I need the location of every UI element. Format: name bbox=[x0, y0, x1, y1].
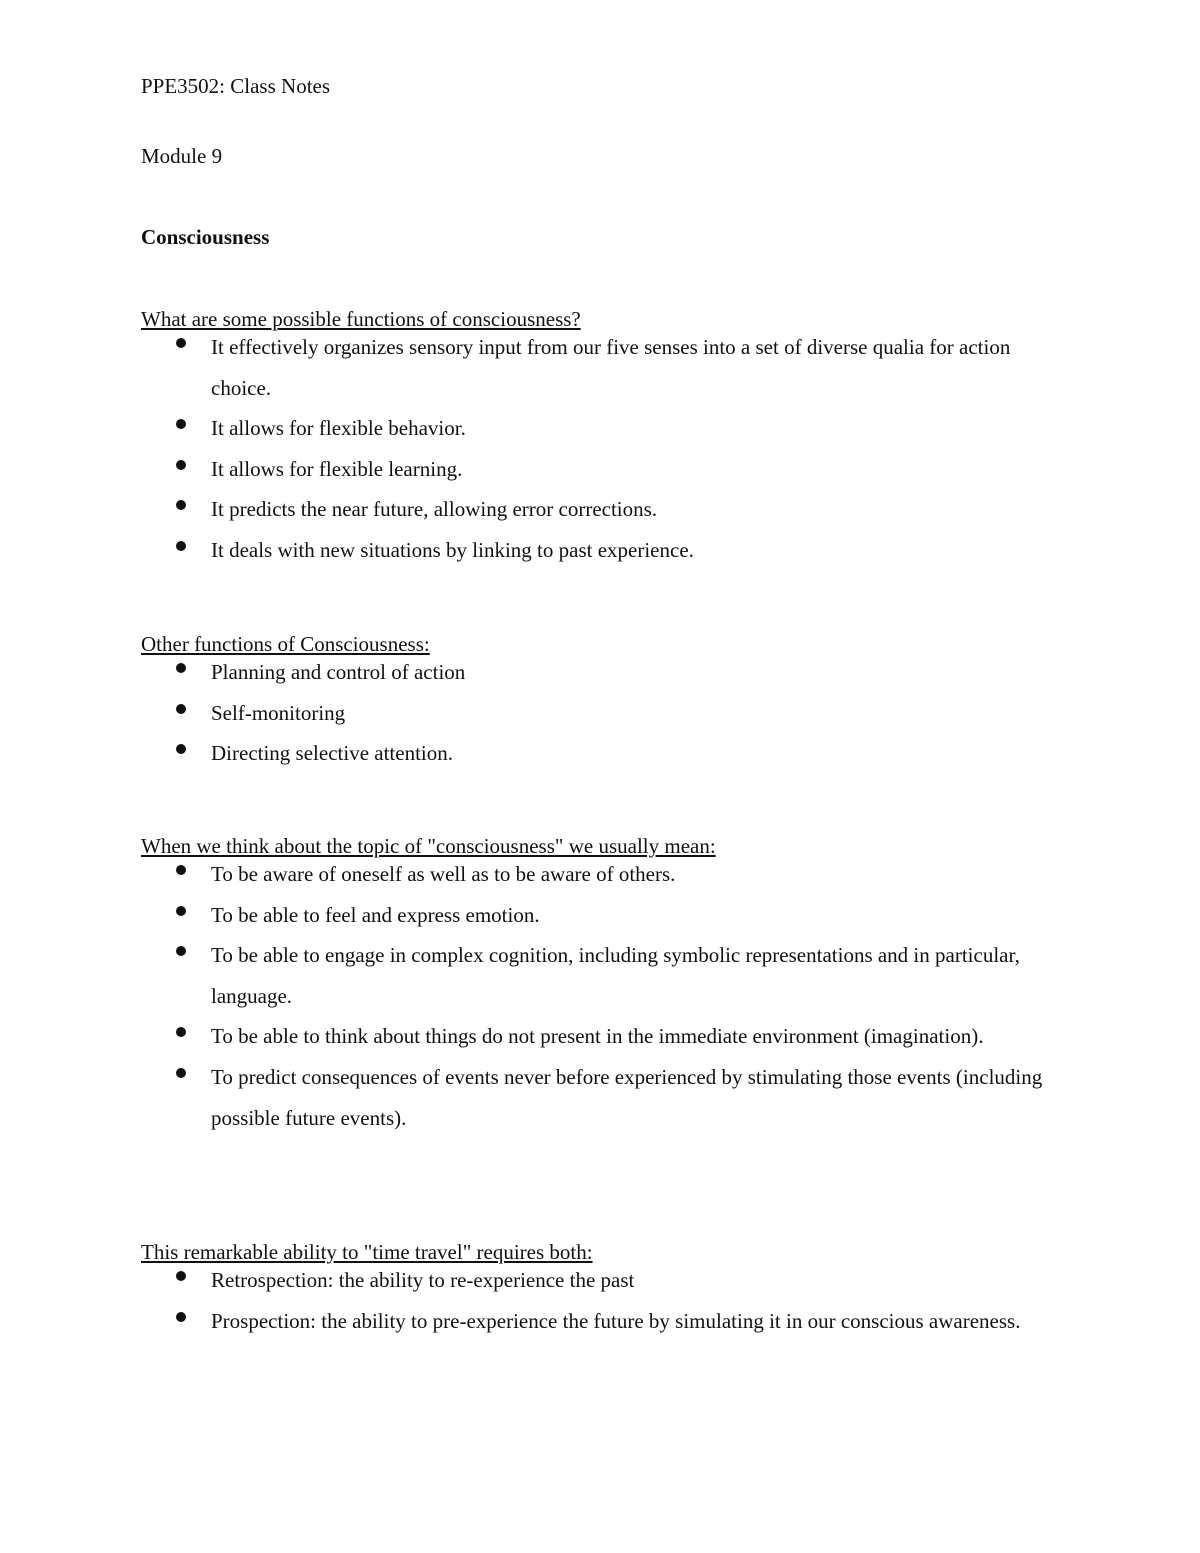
bullet-icon bbox=[176, 1027, 186, 1037]
list-item-text: Planning and control of action bbox=[211, 660, 466, 684]
bullet-list bbox=[141, 854, 1061, 1138]
bullet-icon bbox=[176, 1312, 186, 1322]
bullet-icon bbox=[176, 419, 186, 429]
list-item-text: Prospection: the ability to pre-experience the future by simulating it in our conscious awareness. bbox=[211, 1308, 1021, 1333]
section-other-functions bbox=[141, 632, 1061, 774]
list-item bbox=[141, 1016, 1061, 1057]
section-usual-meaning bbox=[141, 834, 1061, 1138]
bullet-icon bbox=[176, 865, 186, 875]
list-item-text: To be able to think about things do not present in the immediate environment (imagination). bbox=[211, 1024, 984, 1049]
list-item-text: It deals with new situations by linking to past experience. bbox=[211, 537, 694, 562]
bullet-list bbox=[141, 652, 1061, 774]
section-heading: What are some possible functions of consciousness? bbox=[141, 307, 581, 331]
list-item-text: To be aware of oneself as well as to be aware of others. bbox=[211, 862, 676, 886]
list-item bbox=[141, 1057, 1061, 1138]
list-item bbox=[141, 489, 1061, 530]
list-item bbox=[141, 935, 1061, 1016]
list-item-text: Directing selective attention. bbox=[211, 741, 453, 766]
list-item-text: To be able to feel and express emotion. bbox=[211, 902, 540, 927]
list-item bbox=[141, 1301, 1061, 1342]
section-heading: Other functions of Consciousness: bbox=[141, 632, 430, 656]
list-item bbox=[141, 854, 1061, 895]
list-item bbox=[141, 530, 1061, 571]
section-functions bbox=[141, 307, 1061, 571]
course-line: PPE3502: Class Notes bbox=[141, 74, 331, 98]
list-item bbox=[141, 652, 1061, 693]
list-item-text: It predicts the near future, allowing error corrections. bbox=[211, 497, 658, 522]
page-title: Consciousness bbox=[141, 225, 270, 249]
list-item-text: Retrospection: the ability to re-experience the past bbox=[211, 1268, 635, 1292]
list-item bbox=[141, 327, 1061, 408]
bullet-icon bbox=[176, 744, 186, 754]
list-item bbox=[141, 1260, 1061, 1301]
list-item-text: To be able to engage in complex cognition, including symbolic representations and in particular, language. bbox=[211, 943, 1020, 1008]
bullet-icon bbox=[176, 663, 186, 673]
list-item-text: It allows for flexible learning. bbox=[211, 456, 463, 481]
bullet-icon bbox=[176, 1271, 186, 1281]
section-time-travel bbox=[141, 1240, 1061, 1341]
bullet-icon bbox=[176, 541, 186, 551]
bullet-icon bbox=[176, 1068, 186, 1078]
bullet-icon bbox=[176, 460, 186, 470]
list-item-text: Self-monitoring bbox=[211, 700, 346, 725]
bullet-icon bbox=[176, 500, 186, 510]
module-line: Module 9 bbox=[141, 144, 223, 168]
list-item-text: It allows for flexible behavior. bbox=[211, 416, 466, 441]
bullet-icon bbox=[176, 906, 186, 916]
list-item-text: It effectively organizes sensory input from our five senses into a set of diverse qualia for action choice. bbox=[211, 335, 1011, 400]
list-item bbox=[141, 449, 1061, 490]
list-item-text: To predict consequences of events never before experienced by stimulating those events (including possible future events). bbox=[211, 1064, 1043, 1130]
list-item bbox=[141, 693, 1061, 734]
section-heading: When we think about the topic of "consciousness" we usually mean: bbox=[141, 834, 716, 858]
bullet-icon bbox=[176, 946, 186, 956]
bullet-list bbox=[141, 1260, 1061, 1341]
section-heading: This remarkable ability to "time travel" requires both: bbox=[141, 1240, 593, 1264]
list-item bbox=[141, 733, 1061, 774]
list-item bbox=[141, 895, 1061, 936]
bullet-list bbox=[141, 327, 1061, 571]
list-item bbox=[141, 408, 1061, 449]
bullet-icon bbox=[176, 704, 186, 714]
bullet-icon bbox=[176, 338, 186, 348]
